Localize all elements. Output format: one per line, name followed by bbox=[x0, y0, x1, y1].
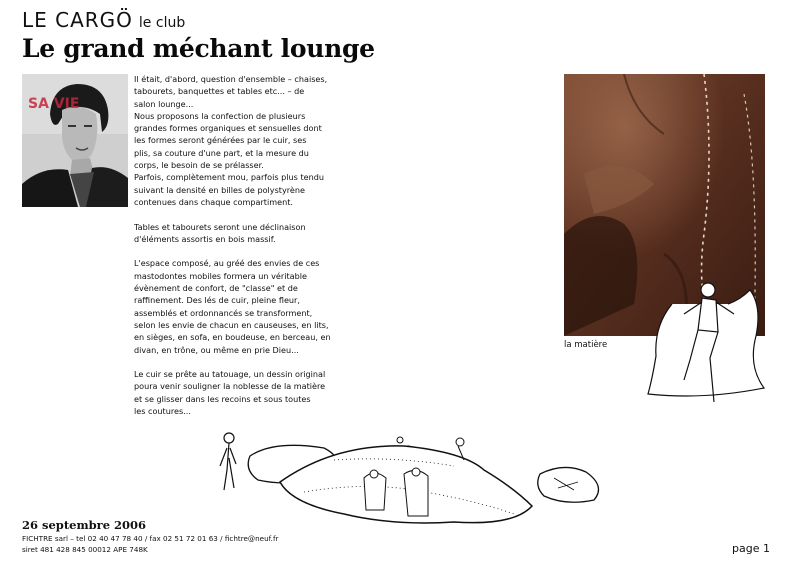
page-title: Le grand méchant lounge bbox=[22, 34, 375, 63]
body-text bbox=[134, 73, 366, 430]
brand-header bbox=[22, 8, 185, 32]
brand-subtitle: le club bbox=[138, 15, 186, 31]
paragraph: Il était, d'abord, question d'ensemble – chaises, tabourets, banquettes et tables etc... – de salon lounge... Nous proposons la confection de plusieurs grandes formes organiques et sensuelles dont les formes seront générées par le cuir, ses plis, sa couture d'une part, et la mesure du corps, le besoin de se prélasser. Parfois, complètement mou, parfois plus tendu suivant la densité en billes de polystyrène contenues dans chaque compartiment. bbox=[134, 74, 328, 207]
portrait-overlay-text: SA VIE bbox=[28, 96, 80, 112]
paragraph: Le cuir se prête au tatouage, un dessin original poura venir souligner la noblesse de la matière et se glisser dans les recoins et sous toutes les coutures... bbox=[134, 369, 326, 417]
paragraph: Tables et tabourets seront une déclinaison d'éléments assortis en bois massif. bbox=[134, 221, 306, 244]
company-registration: siret 481 428 845 00012 APE 748K bbox=[22, 545, 148, 554]
brand-name: LE CARGÖ bbox=[22, 8, 133, 32]
paragraph: L'espace composé, au gréé des envies de ces mastodontes mobiles formera un véritable évènement de confort, de "classe" et de raffinement. Des lés de cuir, pleine fleur, assemblés et ordonnancés se transforment, selon les envie de chacun en causeuses, en lits, en sièges, en sofa, en boudeuse, en berceau, en divan, en trône, ou même en prie Dieu... bbox=[134, 258, 331, 355]
seated-figure-sketch bbox=[644, 276, 769, 406]
page-number: page 1 bbox=[732, 542, 770, 555]
lounge-furniture-sketch bbox=[214, 430, 614, 530]
contact-line: FICHTRE sarl – tel 02 40 47 78 40 / fax 02 51 72 01 63 / fichtre@neuf.fr bbox=[22, 534, 279, 543]
image-caption: la matière bbox=[564, 340, 608, 350]
portrait-photo bbox=[22, 74, 128, 207]
document-date: 26 septembre 2006 bbox=[22, 518, 147, 532]
